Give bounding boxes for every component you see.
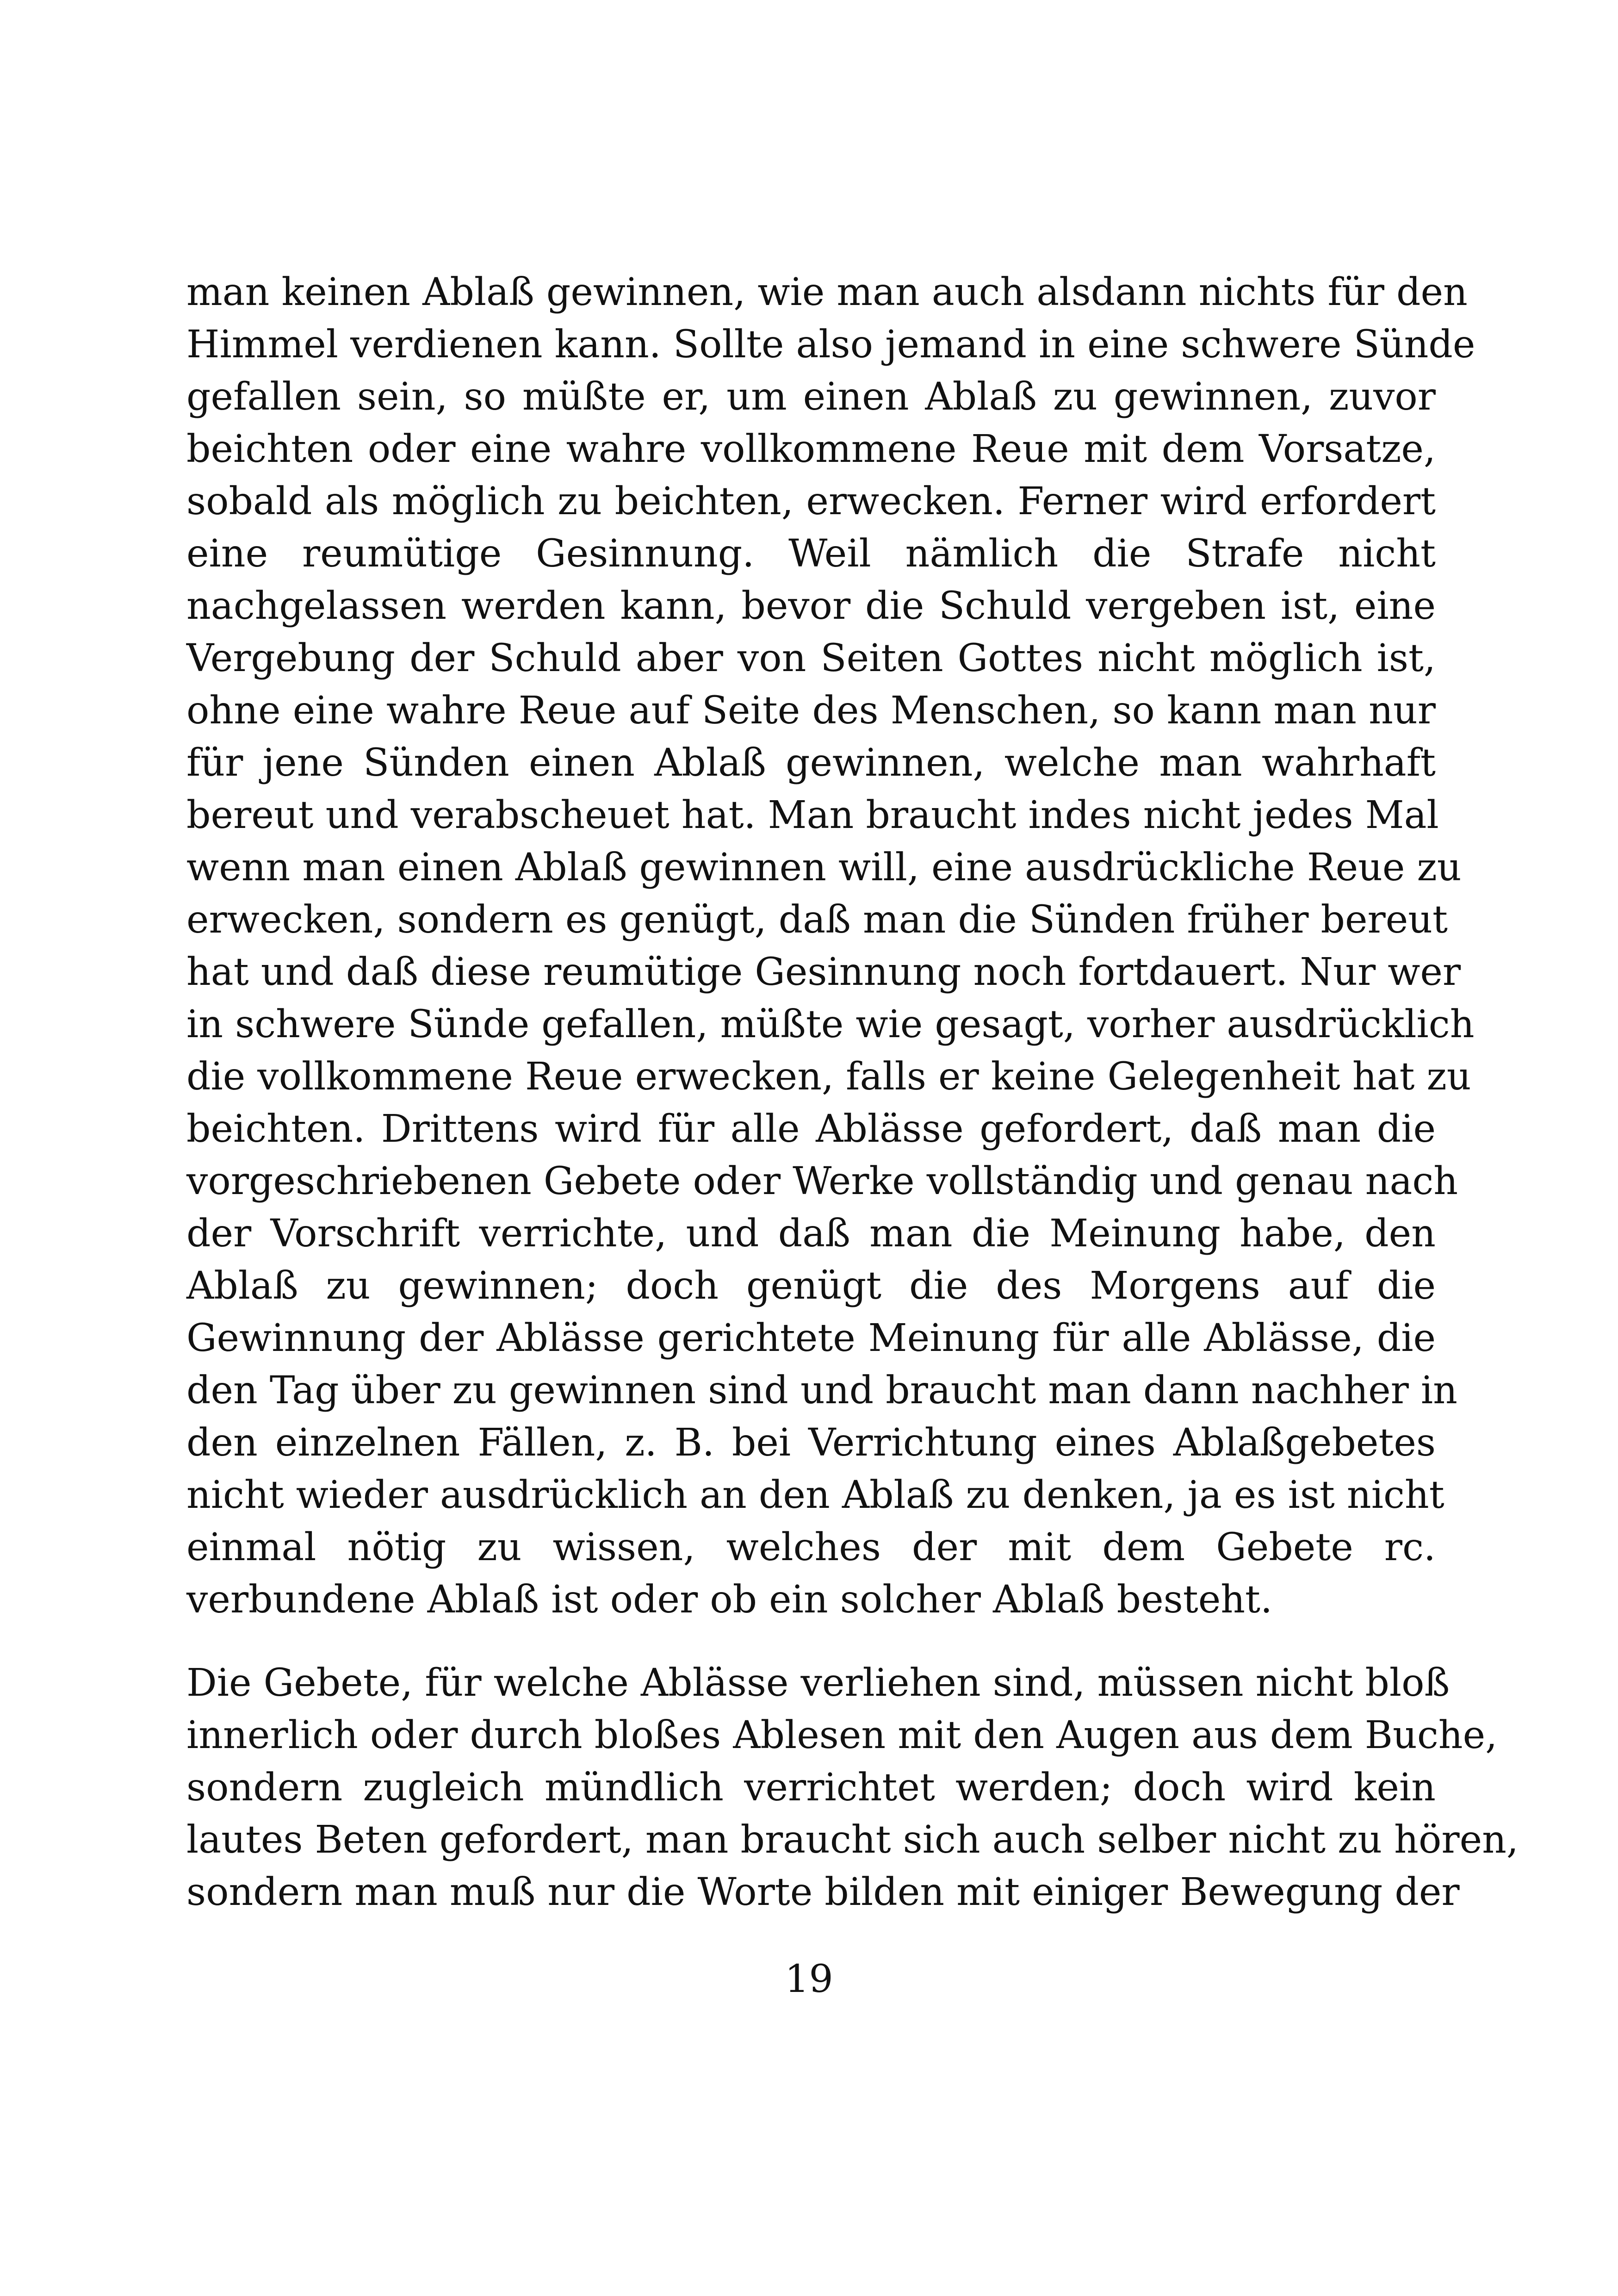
text-line: den einzelnen Fällen, z. B. bei Verrichtung eines Ablaßgebetes xyxy=(186,1421,1436,1465)
text-line: wenn man einen Ablaß gewinnen will, eine ausdrückliche Reue zu xyxy=(186,846,1462,890)
text-line: nachgelassen werden kann, bevor die Schuld vergeben ist, eine xyxy=(186,584,1436,628)
text-line: den Tag über zu gewinnen sind und braucht man dann nachher in xyxy=(186,1369,1457,1412)
text-line: eine reumütige Gesinnung. Weil nämlich die Strafe nicht xyxy=(186,532,1436,576)
text-line: einmal nötig zu wissen, welches der mit dem Gebete rc. xyxy=(186,1525,1436,1569)
text-line: Die Gebete, für welche Ablässe verliehen sind, müssen nicht bloß xyxy=(186,1661,1450,1705)
text-line: in schwere Sünde gefallen, müßte wie gesagt, vorher ausdrücklich xyxy=(186,1002,1475,1046)
text-line: gefallen sein, so müßte er, um einen Ablaß zu gewinnen, zuvor xyxy=(186,375,1436,419)
text-line: ohne eine wahre Reue auf Seite des Menschen, so kann man nur xyxy=(186,689,1436,733)
text-line: lautes Beten gefordert, man braucht sich auch selber nicht zu hören, xyxy=(186,1818,1519,1862)
text-line: erwecken, sondern es genügt, daß man die Sünden früher bereut xyxy=(186,898,1448,942)
text-line: man keinen Ablaß gewinnen, wie man auch alsdann nichts für den xyxy=(186,270,1468,314)
text-line: beichten oder eine wahre vollkommene Reue mit dem Vorsatze, xyxy=(186,427,1436,471)
text-line: Vergebung der Schuld aber von Seiten Gottes nicht möglich ist, xyxy=(186,636,1436,680)
text-line: für jene Sünden einen Ablaß gewinnen, welche man wahrhaft xyxy=(186,741,1436,785)
text-line: innerlich oder durch bloßes Ablesen mit den Augen aus dem Buche, xyxy=(186,1713,1498,1757)
text-line: sobald als möglich zu beichten, erwecken. Ferner wird erfordert xyxy=(186,479,1436,523)
paragraph-1 xyxy=(186,266,1475,1626)
text-line: nicht wieder ausdrücklich an den Ablaß zu denken, ja es ist nicht xyxy=(186,1473,1444,1517)
text-line: Himmel verdienen kann. Sollte also jemand in eine schwere Sünde xyxy=(186,323,1475,367)
text-line: beichten. Drittens wird für alle Ablässe gefordert, daß man die xyxy=(186,1107,1436,1151)
paragraph-2 xyxy=(186,1657,1519,1918)
page-number: 19 xyxy=(785,1957,833,2001)
text-line: verbundene Ablaß ist oder ob ein solcher Ablaß besteht. xyxy=(186,1578,1273,1622)
text-line: hat und daß diese reumütige Gesinnung noch fortdauert. Nur wer xyxy=(186,950,1461,994)
text-line: die vollkommene Reue erwecken, falls er keine Gelegenheit hat zu xyxy=(186,1055,1471,1099)
text-line: Ablaß zu gewinnen; doch genügt die des Morgens auf die xyxy=(186,1264,1436,1308)
text-line: sondern zugleich mündlich verrichtet werden; doch wird kein xyxy=(186,1766,1436,1810)
text-line: vorgeschriebenen Gebete oder Werke vollständig und genau nach xyxy=(186,1159,1458,1203)
text-line: Gewinnung der Ablässe gerichtete Meinung für alle Ablässe, die xyxy=(186,1316,1436,1360)
text-line: bereut und verabscheuet hat. Man braucht indes nicht jedes Mal xyxy=(186,793,1439,837)
text-line: sondern man muß nur die Worte bilden mit einiger Bewegung der xyxy=(186,1870,1460,1914)
text-line: der Vorschrift verrichte, und daß man die Meinung habe, den xyxy=(186,1212,1436,1256)
